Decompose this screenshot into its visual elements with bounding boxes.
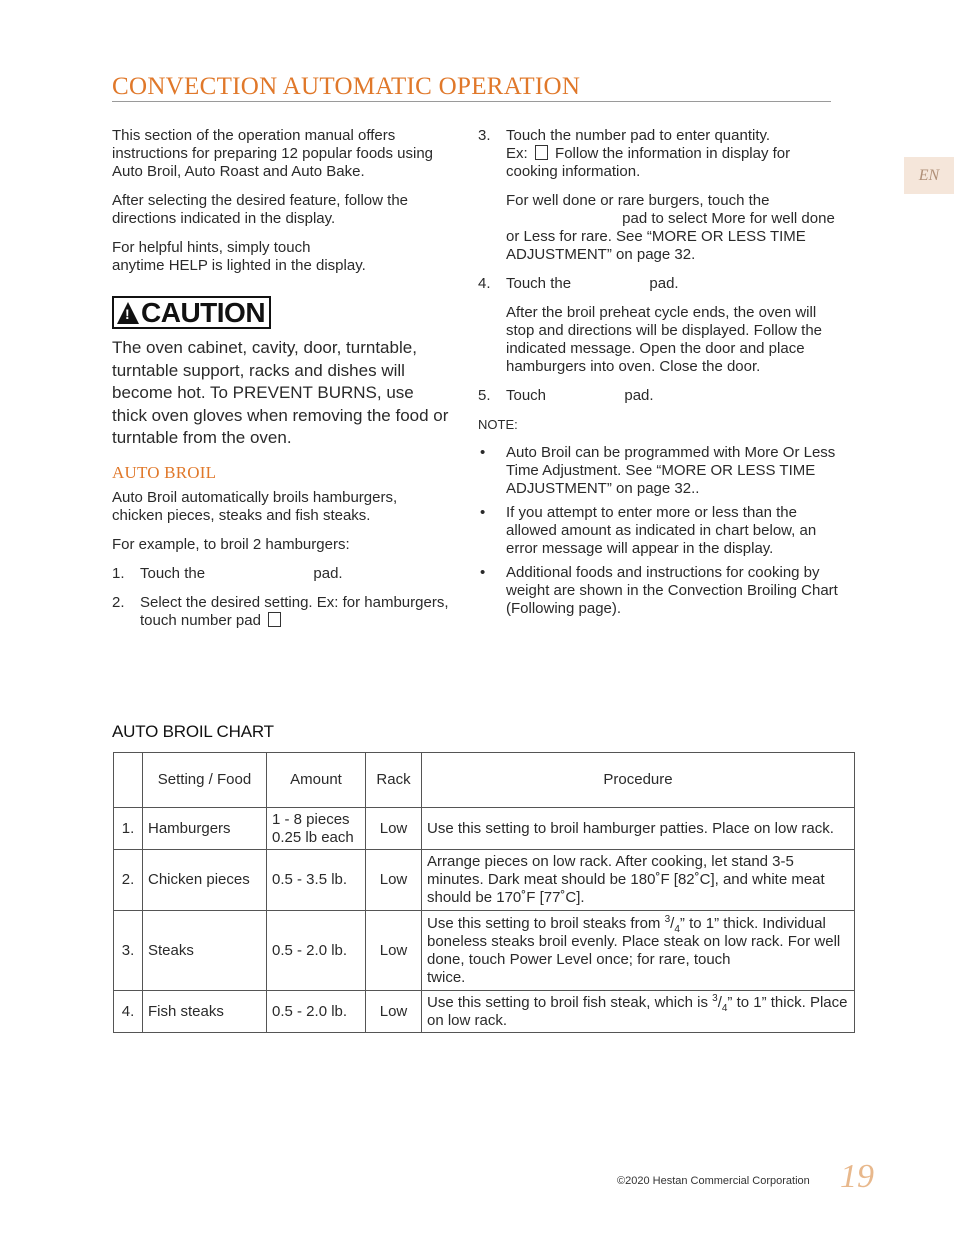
row-rack: Low [366, 911, 422, 991]
number-pad-key-icon [268, 612, 281, 627]
step-3-text-c: Follow the information in display for cooking information. [506, 145, 791, 180]
caution-text: The oven cabinet, cavity, door, turntable, turntable support, racks and dishes will become hot. To PREVENT BURNS, use thick oven gloves when removing the food or turntable from the oven. [112, 338, 449, 447]
bullet-glyph: • [480, 504, 486, 521]
fraction-numerator: 3 [664, 913, 671, 925]
header-number [114, 753, 143, 808]
auto-broil-heading: AUTO BROIL [112, 462, 217, 482]
note-bullet-1 [478, 444, 838, 498]
header-amount: Amount [267, 753, 366, 808]
note-bullet-3 [478, 564, 838, 618]
bullet-glyph: • [480, 444, 486, 461]
note-bullet-2 [478, 504, 838, 558]
step-4-text-a: Touch the [506, 275, 572, 292]
table-row [114, 991, 855, 1033]
note-bullet-text: Auto Broil can be programmed with More Or Less Time Adjustment. See “MORE OR LESS TIME ADJUSTMENT” on page 32.. [506, 444, 836, 497]
step-3-text-a: Touch the number pad to enter quantity. [506, 127, 771, 144]
step-number: 2. [112, 593, 125, 611]
row-amount: 0.5 - 3.5 lb. [267, 850, 366, 911]
row-rack: Low [366, 850, 422, 911]
step-1-text-a: Touch the [140, 564, 206, 582]
row-amount [267, 808, 366, 850]
step-number: 3. [478, 127, 491, 144]
auto-broil-paragraph-1: Auto Broil automatically broils hamburgers, chicken pieces, steaks and fish steaks. [112, 488, 398, 524]
row-procedure: Use this setting to broil steaks from $^3/_4$” to 1” thick. Individual boneless steaks broil evenly. Place steak on low rack. For well done, touch Power Level once; for rare, touch twice. [422, 911, 855, 991]
row-food: Chicken pieces [143, 850, 267, 911]
bullet-glyph: • [480, 564, 486, 581]
step-4-text-b: pad. [649, 275, 679, 292]
row-number: 4. [114, 991, 143, 1033]
row-procedure-a: Use this setting to broil fish steak, which is [427, 993, 708, 1011]
step-3-text-b: Ex: [506, 145, 528, 162]
language-tab[interactable]: EN [904, 157, 954, 194]
fraction-numerator: 3 [712, 992, 718, 1004]
step-2-text: Select the desired setting. Ex: for hamburgers, touch number pad [140, 593, 449, 629]
header-rack: Rack [366, 753, 422, 808]
step-1-text-b: pad. [313, 564, 343, 582]
row-procedure: Use this setting to broil fish steak, which is $^3/_4$” to 1” thick. Place on low rack. [422, 991, 855, 1033]
step-3 [478, 127, 838, 264]
step-1 [112, 565, 452, 583]
table-row [114, 808, 855, 850]
left-column [112, 127, 452, 641]
table-row [114, 911, 855, 991]
page-title: CONVECTION AUTOMATIC OPERATION [112, 72, 831, 102]
number-pad-key-icon [535, 145, 548, 160]
step-2 [112, 594, 452, 630]
caution-label [112, 296, 271, 329]
row-food: Fish steaks [143, 991, 267, 1033]
step-5-text-b: pad. [624, 387, 654, 404]
header-setting: Setting / Food [143, 753, 267, 808]
right-column [478, 127, 838, 624]
row-amount: 0.5 - 2.0 lb. [267, 991, 366, 1033]
step-5 [478, 387, 838, 405]
intro-paragraph-2: After selecting the desired feature, follow the directions indicated in the display. [112, 192, 409, 227]
table-header-row [114, 753, 855, 808]
intro-paragraph-3a: For helpful hints, simply touch [112, 239, 311, 256]
row-rack: Low [366, 808, 422, 850]
footer-copyright: ©2020 Hestan Commercial Corporation [617, 1175, 810, 1187]
page-number: 19 [840, 1158, 874, 1195]
row-amount: 0.5 - 2.0 lb. [267, 911, 366, 991]
row-food: Hamburgers [143, 808, 267, 850]
row-amount-b: 0.25 lb each [272, 828, 354, 846]
step-number: 5. [478, 387, 491, 404]
step-4 [478, 275, 838, 376]
step-4-paragraph-2: After the broil preheat cycle ends, the oven will stop and directions will be displayed. Follow the indicated message. Open the door and place hamburgers into oven. Close the door. [506, 304, 823, 375]
chart-title: AUTO BROIL CHART [112, 722, 274, 741]
step-5-text-a: Touch [506, 387, 547, 404]
fraction-denominator: 4 [721, 1002, 728, 1014]
note-bullet-text: Additional foods and instructions for cooking by weight are shown in the Convection Broiling Chart (Following page). [506, 564, 838, 617]
step-number: 4. [478, 275, 491, 292]
row-number: 2. [114, 850, 143, 911]
step-number: 1. [112, 564, 125, 582]
intro-paragraph-1: This section of the operation manual offers instructions for preparing 12 popular foods using Auto Broil, Auto Roast and Auto Bake. [112, 127, 434, 180]
note-label: NOTE: [478, 417, 518, 432]
row-procedure: Arrange pieces on low rack. After cooking, let stand 3-5 minutes. Dark meat should be 180˚F [82˚C], and white meat should be 170˚F [77˚C]. [422, 850, 855, 911]
intro-paragraph-3b: anytime HELP is lighted in the display. [112, 257, 366, 274]
row-procedure-b: ” to 1” thick. Place on low rack. [427, 993, 848, 1029]
step-3-paragraph-2a: For well done or rare burgers, touch the [506, 192, 770, 209]
row-procedure-a: Use this setting to broil steaks from [427, 914, 661, 932]
step-3-paragraph-2b: pad to select More for well done or Less for rare. See “MORE OR LESS TIME ADJUSTMENT” on page 32. [506, 210, 835, 263]
fraction-denominator: 4 [674, 923, 680, 935]
row-rack: Low [366, 991, 422, 1033]
caution-word: CAUTION [141, 297, 266, 328]
row-procedure: Use this setting to broil hamburger patties. Place on low rack. [422, 808, 855, 850]
intro-paragraph-3 [112, 239, 452, 275]
row-procedure-b: ” to 1” thick. Individual boneless steaks broil evenly. Place steak on low rack. For well done, touch Power Level once; for rare, touch [427, 914, 841, 968]
warning-triangle-icon [117, 302, 139, 324]
header-procedure: Procedure [422, 753, 855, 808]
row-food: Steaks [143, 911, 267, 991]
row-procedure-c: twice. [427, 968, 466, 986]
table-row [114, 850, 855, 911]
auto-broil-chart-table [113, 752, 855, 1033]
row-number: 3. [114, 911, 143, 991]
row-number: 1. [114, 808, 143, 850]
note-bullet-text: If you attempt to enter more or less than the allowed amount as indicated in chart below, an error message will appear in the display. [506, 504, 817, 557]
row-amount-a: 1 - 8 pieces [272, 810, 350, 828]
auto-broil-paragraph-2: For example, to broil 2 hamburgers: [112, 535, 350, 553]
